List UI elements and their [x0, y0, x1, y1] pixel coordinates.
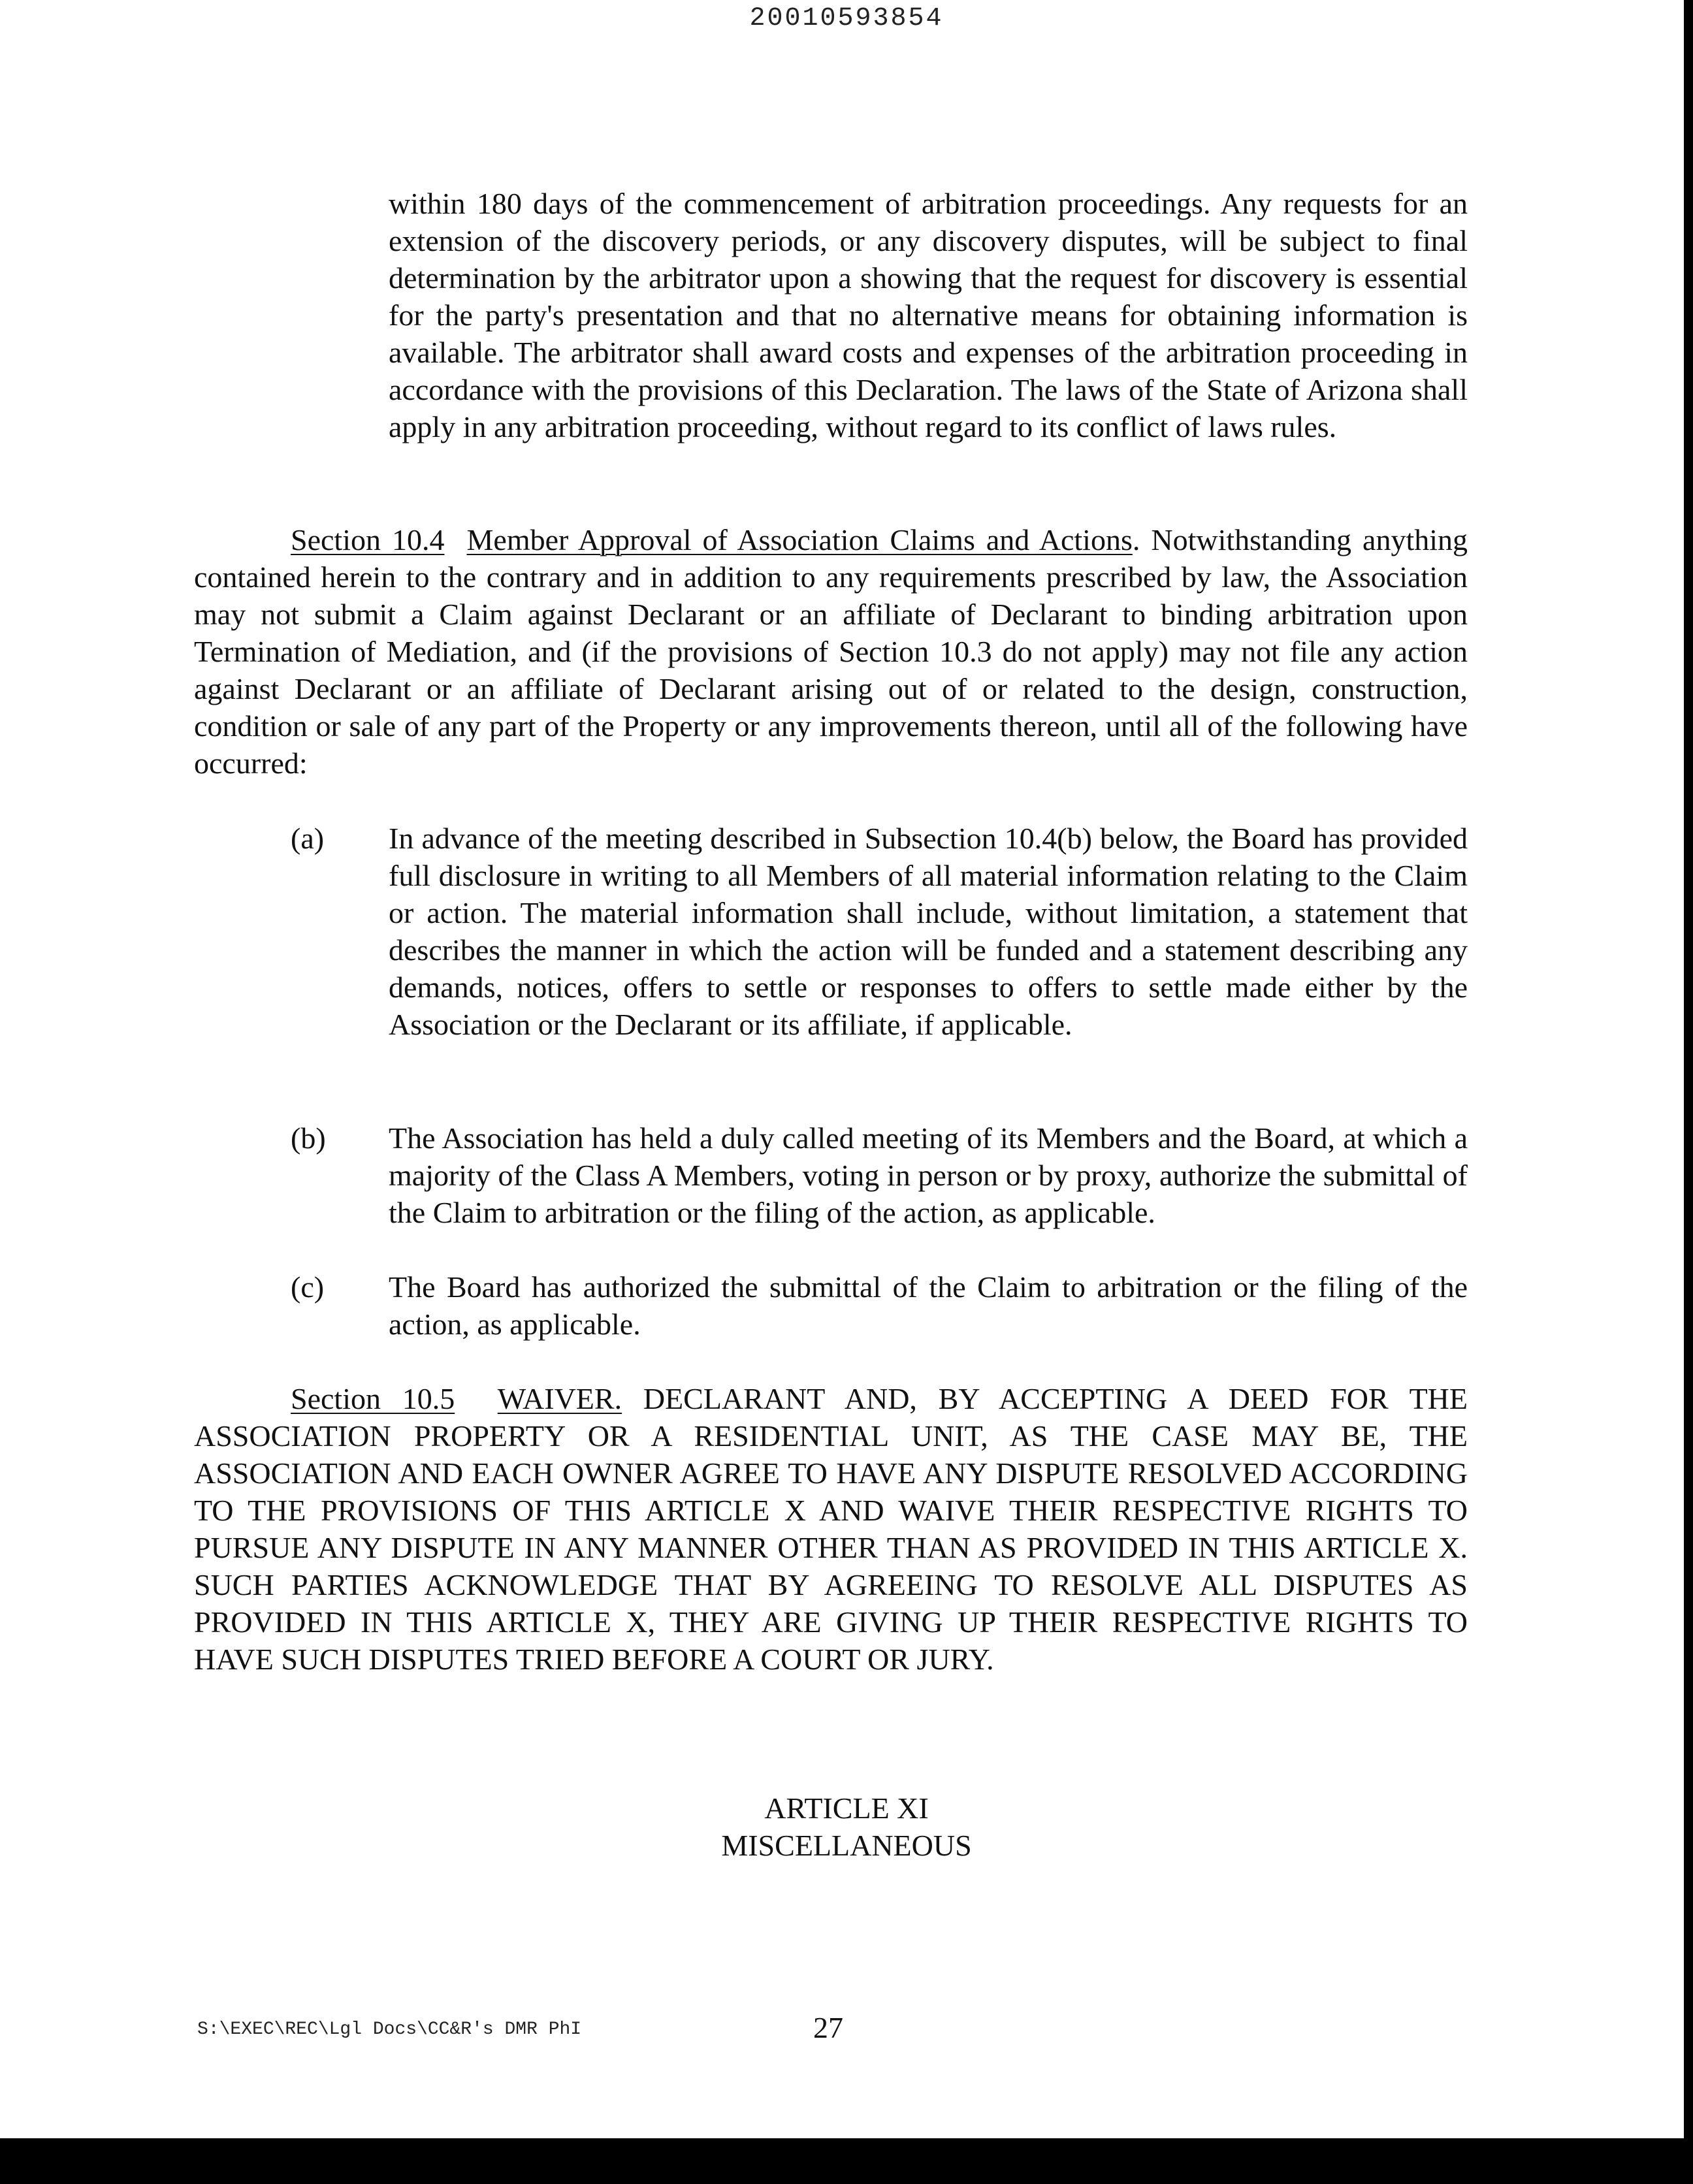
footer-file-path: S:\EXEC\REC\Lgl Docs\CC&R's DMR PhI	[197, 2019, 582, 2040]
section-10-4-number: Section 10.4	[291, 523, 445, 556]
article-title: MISCELLANEOUS	[721, 1829, 972, 1862]
section-10-4-paragraph	[194, 521, 1468, 782]
list-item-label: (b)	[291, 1121, 326, 1155]
section-10-5-title: WAIVER.	[497, 1382, 622, 1415]
list-item-text: The Board has authorized the submittal of the Claim to arbitration or the filing of the action, as applicable.	[389, 1270, 1468, 1341]
paragraph-continuation: within 180 days of the commencement of arbitration proceedings. Any requests for an extension of the discovery periods, or any discovery disputes, will be subject to final determination by the arbitrator upon a showing that the request for discovery is essential for the party's presentation and that no alternative means for obtaining information is available. The arbitrator shall award costs and expenses of the arbitration proceeding in accordance with the provisions of this Declaration. The laws of the State of Arizona shall apply in any arbitration proceeding, without regard to its conflict of laws rules.	[389, 187, 1468, 443]
list-item-label: (a)	[291, 822, 325, 855]
list-item-text: In advance of the meeting described in Subsection 10.4(b) below, the Board has provided full disclosure in writing to all Members of all material information relating to the Claim or action. The material information shall include, without limitation, a statement that describes the manner in which the action will be funded and a statement describing any demands, notices, offers to settle or responses to offers to settle made either by the Association or the Declarant or its affiliate, if applicable.	[389, 822, 1468, 1041]
section-10-4-title: Member Approval of Association Claims and Actions	[466, 523, 1133, 556]
section-10-4-body: . Notwithstanding anything contained herein to the contrary and in addition to any requirements prescribed by law, the Association may not submit a Claim against Declarant or an affiliate of Declarant to binding arbitration upon Termination of Mediation, and (if the provisions of Section 10.3 do not apply) may not file any action against Declarant or an affiliate of Declarant arising out of or related to the design, construction, condition or sale of any part of the Property or any improvements thereon, until all of the following have occurred:	[194, 523, 1468, 780]
list-item-text: The Association has held a duly called meeting of its Members and the Board, at which a majority of the Class A Members, voting in person or by proxy, authorize the submittal of the Claim to arbitration or the filing of the action, as applicable.	[389, 1121, 1468, 1229]
section-10-5-body: DECLARANT AND, BY ACCEPTING A DEED FOR THE ASSOCIATION PROPERTY OR A RESIDENTIAL UNIT, AS THE CASE MAY BE, THE ASSOCIATION AND EACH OWNER AGREE TO HAVE ANY DISPUTE RESOLVED ACCORDING TO THE PROVISIONS OF THIS ARTICLE X AND WAIVE THEIR RESPECTIVE RIGHTS TO PURSUE ANY DISPUTE IN ANY MANNER OTHER THAN AS PROVIDED IN THIS ARTICLE X. SUCH PARTIES ACKNOWLEDGE THAT BY AGREEING TO RESOLVE ALL DISPUTES AS PROVIDED IN THIS ARTICLE X, THEY ARE GIVING UP THEIR RESPECTIVE RIGHTS TO HAVE SUCH DISPUTES TRIED BEFORE A COURT OR JURY.	[194, 1382, 1468, 1676]
recording-number: 20010593854	[749, 4, 944, 33]
section-10-5-number: Section 10.5	[291, 1382, 455, 1415]
scan-border-bottom	[0, 2138, 1693, 2184]
page-number: 27	[813, 2011, 843, 2044]
scan-border-right	[1684, 0, 1693, 2184]
list-item-label: (c)	[291, 1270, 325, 1304]
article-heading: ARTICLE XI	[764, 1791, 929, 1825]
section-10-5-paragraph	[194, 1380, 1468, 1678]
